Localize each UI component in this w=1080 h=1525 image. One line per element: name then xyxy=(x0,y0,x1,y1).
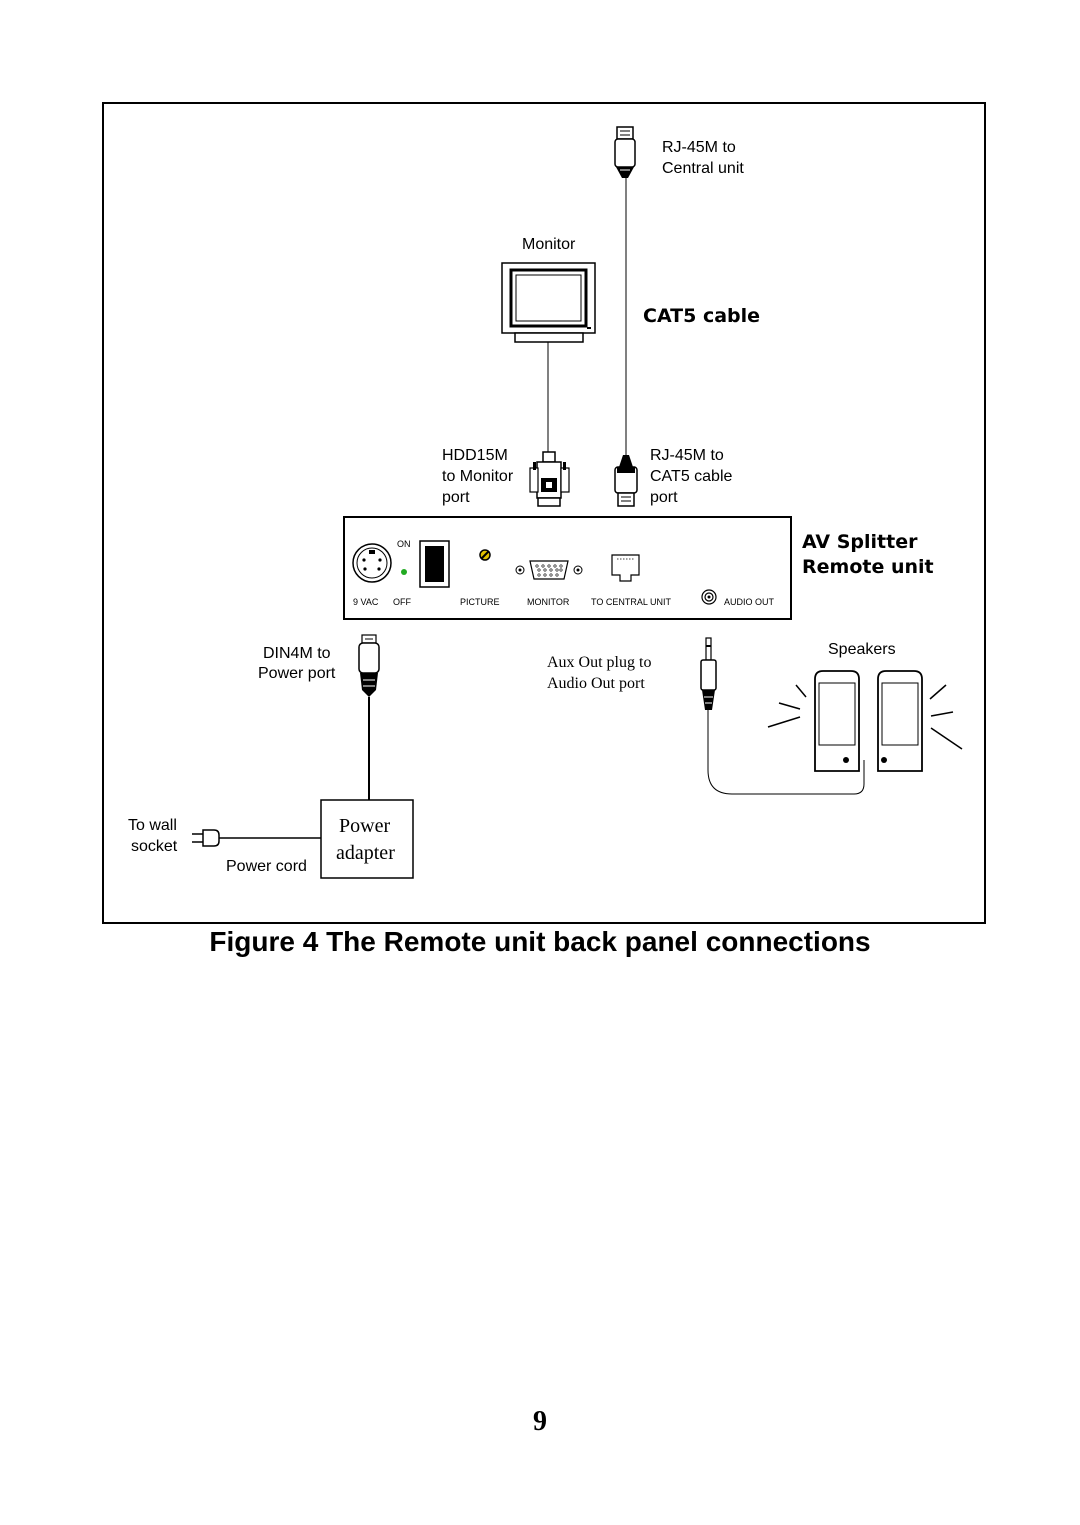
panel-9vac-label: 9 VAC xyxy=(353,597,379,607)
din4m-label-1: DIN4M to xyxy=(263,645,331,662)
figure-frame xyxy=(103,103,985,923)
speakers-icon xyxy=(768,671,962,771)
to-wall-label-2: socket xyxy=(131,838,178,855)
wall-plug-icon xyxy=(192,830,219,846)
panel-audio-out-label: AUDIO OUT xyxy=(724,597,775,607)
power-cord-label: Power cord xyxy=(226,858,307,875)
speakers-label: Speakers xyxy=(828,641,896,658)
rj45-plug-top-icon xyxy=(615,127,635,178)
din4m-plug-icon xyxy=(359,635,379,697)
aux-out-label-1: Aux Out plug to xyxy=(547,654,652,671)
hdd15m-label-1: HDD15M xyxy=(442,447,508,464)
din4m-label-2: Power port xyxy=(258,665,336,682)
rj45-central-label-2: Central unit xyxy=(662,160,744,177)
rj45-plug-bottom-icon xyxy=(615,455,637,506)
cat5-cable-label: CAT5 cable xyxy=(643,305,761,327)
aux-out-plug-icon xyxy=(701,638,716,710)
panel-monitor-label: MONITOR xyxy=(527,597,570,607)
rj45-cat5-label-1: RJ-45M to xyxy=(650,447,724,464)
hdd15-connector-icon xyxy=(530,452,569,506)
to-wall-label-1: To wall xyxy=(128,817,177,834)
av-splitter-label-1: AV Splitter xyxy=(802,531,918,553)
power-adapter-label-2: adapter xyxy=(336,842,395,864)
rj45-cat5-label-3: port xyxy=(650,489,678,506)
rj45-cat5-label-2: CAT5 cable xyxy=(650,468,733,485)
remote-unit-back-panel xyxy=(344,517,791,619)
power-adapter-box xyxy=(321,800,413,878)
power-adapter-label-1: Power xyxy=(339,815,391,837)
panel-picture-label: PICTURE xyxy=(460,597,500,607)
panel-on-label: ON xyxy=(397,539,411,549)
monitor-label: Monitor xyxy=(522,236,576,253)
power-switch xyxy=(420,541,449,587)
hdd15m-label-2: to Monitor xyxy=(442,468,514,485)
page-number: 9 xyxy=(533,1406,547,1437)
panel-off-label: OFF xyxy=(393,597,411,607)
power-led-icon xyxy=(401,569,407,575)
audio-out-jack-icon xyxy=(702,590,716,604)
av-splitter-label-2: Remote unit xyxy=(802,556,934,578)
figure-caption: Figure 4 The Remote unit back panel connections xyxy=(209,926,871,957)
monitor-icon xyxy=(502,263,595,342)
aux-out-label-2: Audio Out port xyxy=(547,675,645,692)
picture-adjust-screw-icon xyxy=(480,550,490,560)
hdd15m-label-3: port xyxy=(442,489,470,506)
rj45-central-label-1: RJ-45M to xyxy=(662,139,736,156)
din-power-socket-icon xyxy=(353,544,391,582)
panel-to-central-unit-label: TO CENTRAL UNIT xyxy=(591,597,672,607)
